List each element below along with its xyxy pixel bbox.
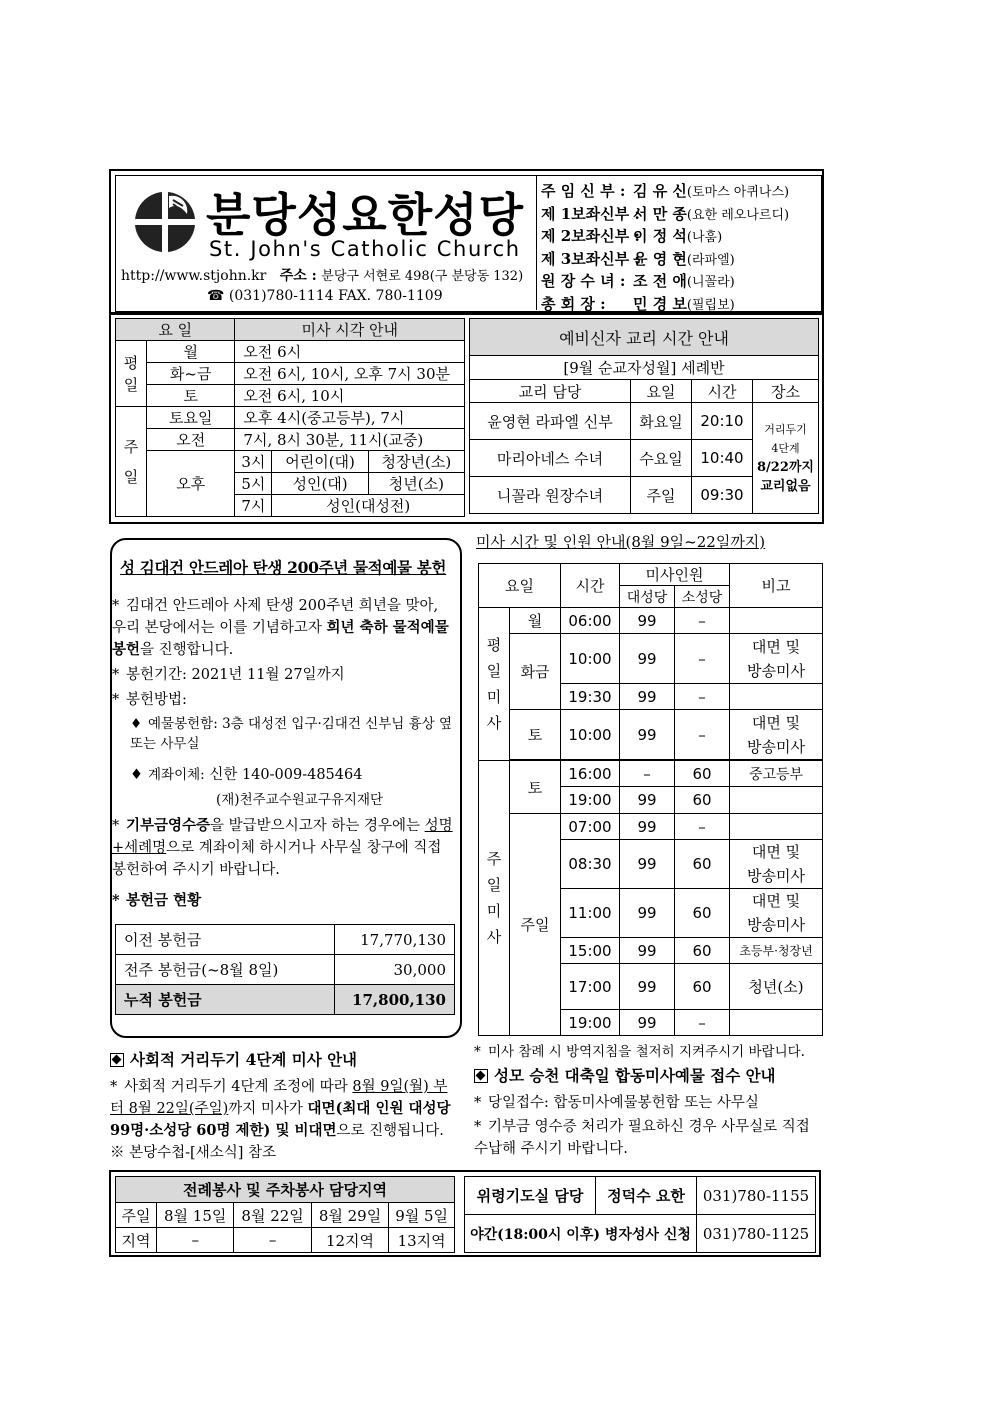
schedule-small: – bbox=[675, 814, 730, 840]
service-cell: 주일 bbox=[116, 1203, 157, 1228]
donation-value: 17,770,130 bbox=[335, 925, 455, 955]
schedule-small: – bbox=[675, 1010, 730, 1036]
schedule-note bbox=[730, 814, 823, 840]
address-text: 분당구 서현로 498(구 분당동 132) bbox=[321, 269, 524, 284]
contact-phone: 031)780-1125 bbox=[697, 1215, 816, 1253]
contact-label: 위령기도실 담당 bbox=[465, 1177, 596, 1215]
donation-label: 이전 봉헌금 bbox=[116, 925, 335, 955]
weekday-group: 평 일 미 사 bbox=[479, 608, 510, 761]
service-cell: 13지역 bbox=[389, 1228, 455, 1253]
notice-icon bbox=[474, 1069, 488, 1083]
service-cell: 12지역 bbox=[311, 1228, 388, 1253]
col-day: 요 일 bbox=[116, 319, 235, 341]
service-cell: – bbox=[234, 1228, 311, 1253]
schedule-note bbox=[730, 787, 823, 814]
time-cell: 오전 6시 bbox=[235, 341, 465, 363]
catechism-header: 시간 bbox=[692, 380, 753, 403]
schedule-big: 99 bbox=[620, 889, 675, 938]
distancing-title: 사회적 거리두기 4단계 미사 안내 bbox=[110, 1049, 357, 1071]
mass-cell: 성인(대) bbox=[272, 473, 368, 495]
donation-table bbox=[115, 924, 455, 1015]
catechism-title: 예비신자 교리 시간 안내 bbox=[470, 319, 819, 356]
catechism-teacher: 마리아네스 수녀 bbox=[470, 440, 631, 477]
service-cell: 8월 29일 bbox=[311, 1203, 388, 1228]
notice-icon bbox=[110, 1053, 124, 1067]
donation-period: * 봉헌기간: 2021년 11월 27일까지 bbox=[112, 667, 345, 683]
schedule-note: 중고등부 bbox=[730, 761, 823, 787]
day-cell: 토요일 bbox=[147, 407, 235, 429]
schedule-time: 15:00 bbox=[561, 938, 620, 964]
schedule-day: 토 bbox=[510, 761, 561, 814]
schedule-day: 토 bbox=[510, 710, 561, 760]
catechism-day: 주일 bbox=[631, 477, 692, 514]
clergy-row: 제 3보좌신부 :윤 영 현(라파엘) bbox=[541, 249, 735, 268]
schedule-small: – bbox=[675, 710, 730, 760]
mass-times-table bbox=[115, 318, 465, 517]
donation-method: * 봉헌방법: bbox=[112, 692, 187, 708]
clergy-row: 원 장 수 녀 : 조 전 애(니꼴라) bbox=[541, 272, 735, 290]
catechism-day: 수요일 bbox=[631, 440, 692, 477]
schedule-time: 11:00 bbox=[561, 889, 620, 938]
schedule-big: 99 bbox=[620, 1010, 675, 1036]
donation-receipt: * 기부금영수증을 발급받으시고자 하는 경우에는 성명+세례명으로 계좌이체 하시거나 사무실 창구에 직접 봉헌하여 주시기 바랍니다. bbox=[112, 817, 453, 878]
donation-total-value: 17,800,130 bbox=[335, 985, 455, 1015]
donation-method-box: ♦ 예물봉헌함: 3층 대성전 입구·김대건 신부님 흉상 옆 또는 사무실 bbox=[130, 716, 453, 752]
donation-title: 성 김대건 안드레아 탄생 200주년 물적예물 봉헌 bbox=[120, 558, 447, 577]
schedule-note bbox=[730, 684, 823, 710]
catechism-time: 09:30 bbox=[692, 477, 753, 514]
schedule-big: 99 bbox=[620, 840, 675, 889]
schedule-small: 60 bbox=[675, 964, 730, 1010]
schedule-small: 60 bbox=[675, 761, 730, 787]
schedule-time: 07:00 bbox=[561, 814, 620, 840]
time-cell: 오후 4시(중고등부), 7시 bbox=[235, 407, 465, 429]
hour-cell: 3시 bbox=[235, 451, 272, 473]
schedule-header: 미사인원 bbox=[620, 564, 730, 586]
schedule-title: 미사 시간 및 인원 안내(8월 9일~22일까지) bbox=[476, 533, 766, 551]
time-cell: 오전 6시, 10시, 오후 7시 30분 bbox=[235, 363, 465, 385]
donation-intro: * 김대건 안드레아 사제 탄생 200주년 희년을 맞아, 우리 본당에서는 이를 기념하고자 희년 축하 물적예물 봉헌을 진행합니다. bbox=[112, 598, 449, 658]
header-frame bbox=[109, 169, 824, 314]
schedule-time: 10:00 bbox=[561, 710, 620, 760]
catechism-time: 10:40 bbox=[692, 440, 753, 477]
address-line bbox=[121, 265, 523, 285]
assumption-title: 성모 승천 대축일 합동미사예물 접수 안내 bbox=[474, 1065, 776, 1087]
schedule-header: 소성당 bbox=[675, 586, 730, 608]
day-cell: 월 bbox=[147, 341, 235, 363]
schedule-small: – bbox=[675, 634, 730, 684]
catechism-table bbox=[469, 318, 819, 514]
schedule-day: 주일 bbox=[510, 814, 561, 1036]
clergy-row: 주 임 신 부 : 김 유 신(토마스 아퀴나스) bbox=[541, 182, 790, 200]
schedule-note: 초등부·청장년 bbox=[730, 938, 823, 964]
schedule-big: 99 bbox=[620, 710, 675, 760]
schedule-small: – bbox=[675, 684, 730, 710]
donation-value: 30,000 bbox=[335, 955, 455, 985]
clergy-list bbox=[541, 181, 821, 316]
catechism-header: 요일 bbox=[631, 380, 692, 403]
catechism-teacher: 윤영현 라파엘 신부 bbox=[470, 403, 631, 440]
schedule-header: 요일 bbox=[479, 564, 561, 608]
sunday-group: 주 일 미 사 bbox=[479, 761, 510, 1036]
church-name-en: St. John's Catholic Church bbox=[209, 237, 521, 261]
schedule-note: 대면 및 방송미사 bbox=[730, 634, 823, 684]
contact-phone: 031)780-1155 bbox=[697, 1177, 816, 1215]
assumption-line2: * 기부금 영수증 처리가 필요하신 경우 사무실로 직접 수납해 주시기 바랍니다. bbox=[474, 1119, 810, 1157]
schedule-small: 60 bbox=[675, 787, 730, 814]
schedule-note: 청년(소) bbox=[730, 964, 823, 1010]
time-cell: 7시, 8시 30분, 11시(교중) bbox=[235, 429, 465, 451]
contact-name: 정덕수 요한 bbox=[596, 1177, 697, 1215]
donation-status-title: * 봉헌금 현황 bbox=[112, 892, 202, 909]
schedule-small: 60 bbox=[675, 938, 730, 964]
schedule-big: 99 bbox=[620, 814, 675, 840]
schedule-time: 06:00 bbox=[561, 608, 620, 634]
schedule-small: – bbox=[675, 608, 730, 634]
mass-cell: 청장년(소) bbox=[368, 451, 464, 473]
church-name-ko: 분당성요한성당 bbox=[206, 188, 525, 242]
assumption-line1: * 당일접수: 합동미사예물봉헌함 또는 사무실 bbox=[474, 1095, 759, 1111]
schedule-header: 대성당 bbox=[620, 586, 675, 608]
schedule-time: 17:00 bbox=[561, 964, 620, 1010]
hour-cell: 5시 bbox=[235, 473, 272, 495]
schedule-note: 대면 및 방송미사 bbox=[730, 840, 823, 889]
schedule-big: – bbox=[620, 761, 675, 787]
catechism-header: 장소 bbox=[753, 380, 819, 403]
schedule-time: 19:30 bbox=[561, 684, 620, 710]
schedule-time: 19:00 bbox=[561, 787, 620, 814]
catechism-subtitle: [9월 순교자성월] 세례반 bbox=[470, 356, 819, 380]
schedule-day: 월 bbox=[510, 608, 561, 634]
distancing-body: * 사회적 거리두기 4단계 조정에 따라 8월 9일(월) 부터 8월 22일(주일)까지 미사가 대면(최대 인원 대성당 99명·소성당 60명 제한) 및 비대면으로 진행됩니다. ※ 본당수첩-[새소식] 참조 bbox=[110, 1079, 451, 1161]
sunday-label: 주 일 bbox=[116, 407, 147, 517]
donation-method-transfer: ♦ 계좌이체: 신한 140-009-485464 bbox=[130, 767, 363, 783]
church-logo-icon bbox=[129, 186, 201, 258]
schedule-time: 10:00 bbox=[561, 634, 620, 684]
hour-cell: 7시 bbox=[235, 495, 272, 517]
schedule-note bbox=[730, 608, 823, 634]
clergy-row: 제 1보좌신부 :서 만 종(요한 레오나르디) bbox=[541, 204, 790, 223]
schedule-small: 60 bbox=[675, 840, 730, 889]
day-cell: 토 bbox=[147, 385, 235, 407]
catechism-header: 교리 담당 bbox=[470, 380, 631, 403]
service-cell: 8월 22일 bbox=[234, 1203, 311, 1228]
service-cell: 9월 5일 bbox=[389, 1203, 455, 1228]
schedule-table bbox=[478, 563, 823, 1036]
donation-total-label: 누적 봉헌금 bbox=[116, 985, 335, 1015]
schedule-big: 99 bbox=[620, 684, 675, 710]
catechism-place: 거리두기 4단계 8/22까지 교리없음 bbox=[753, 403, 819, 514]
schedule-time: 08:30 bbox=[561, 840, 620, 889]
schedule-big: 99 bbox=[620, 787, 675, 814]
address-label: 주소 : bbox=[279, 268, 317, 284]
mass-cell: 어린이(대) bbox=[272, 451, 368, 473]
service-cell: – bbox=[157, 1228, 234, 1253]
clergy-row: 제 2보좌신부 :이 정 석(나훔) bbox=[541, 227, 723, 245]
service-table bbox=[115, 1176, 455, 1253]
service-title: 전례봉사 및 주차봉사 담당지역 bbox=[116, 1177, 455, 1203]
schedule-time: 16:00 bbox=[561, 761, 620, 787]
day-cell: 오후 bbox=[147, 451, 235, 517]
website-link[interactable]: http://www.stjohn.kr bbox=[121, 268, 267, 284]
schedule-header: 시간 bbox=[561, 564, 620, 608]
day-cell: 화~금 bbox=[147, 363, 235, 385]
col-time: 미사 시각 안내 bbox=[235, 319, 465, 341]
schedule-note bbox=[730, 1010, 823, 1036]
clergy-row: 총 회 장 : 민 경 보(필립보) bbox=[541, 294, 735, 313]
time-cell: 오전 6시, 10시 bbox=[235, 385, 465, 407]
catechism-teacher: 니꼴라 원장수녀 bbox=[470, 477, 631, 514]
catechism-time: 20:10 bbox=[692, 403, 753, 440]
schedule-big: 99 bbox=[620, 938, 675, 964]
donation-label: 전주 봉헌금(~8월 8일) bbox=[116, 955, 335, 985]
mass-cell: 청년(소) bbox=[368, 473, 464, 495]
service-cell: 8월 15일 bbox=[157, 1203, 234, 1228]
schedule-big: 99 bbox=[620, 634, 675, 684]
service-cell: 지역 bbox=[116, 1228, 157, 1253]
schedule-note: 대면 및 방송미사 bbox=[730, 710, 823, 760]
schedule-small: 60 bbox=[675, 889, 730, 938]
day-cell: 오전 bbox=[147, 429, 235, 451]
phone-line: ☎ (031)780-1114 FAX. 780-1109 bbox=[207, 288, 443, 304]
schedule-note: 대면 및 방송미사 bbox=[730, 889, 823, 938]
mass-cell: 성인(대성전) bbox=[272, 495, 465, 517]
catechism-day: 화요일 bbox=[631, 403, 692, 440]
schedule-header: 비고 bbox=[730, 564, 823, 608]
contact-label: 야간(18:00시 이후) 병자성사 신청 bbox=[465, 1215, 697, 1253]
donation-account-owner: (재)천주교수원교구유지재단 bbox=[216, 792, 384, 808]
schedule-footnote: * 미사 참례 시 방역지침을 철저히 지켜주시기 바랍니다. bbox=[474, 1044, 805, 1060]
schedule-big: 99 bbox=[620, 964, 675, 1010]
schedule-time: 19:00 bbox=[561, 1010, 620, 1036]
schedule-day: 화금 bbox=[510, 634, 561, 710]
weekday-label: 평 일 bbox=[116, 341, 147, 407]
header-divider bbox=[536, 175, 537, 310]
contacts-table bbox=[464, 1176, 816, 1253]
schedule-big: 99 bbox=[620, 608, 675, 634]
